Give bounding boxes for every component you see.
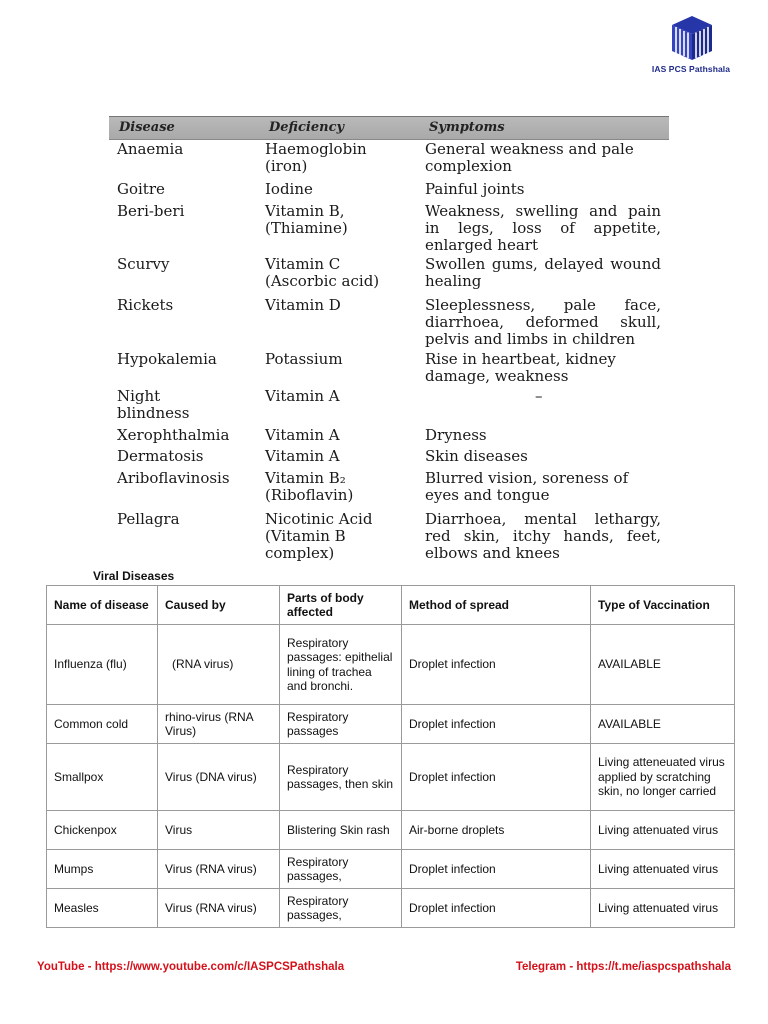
table-row — [47, 889, 735, 928]
vaccination-cell: AVAILABLE — [591, 625, 735, 705]
deficiency-name: Vitamin B, (Thiamine) — [265, 202, 348, 237]
deficiency-name: Vitamin A — [265, 447, 340, 465]
header-disease: Disease — [119, 120, 175, 135]
spread-cell: Droplet infection — [402, 889, 591, 928]
deficiency-table-header — [109, 116, 669, 140]
disease-name: Beri-beri — [117, 202, 185, 220]
disease-name: Goitre — [117, 180, 165, 198]
vaccination-cell: Living atteneuated virus applied by scratching skin, no longer carried — [591, 744, 735, 811]
body-part-cell: Respiratory passages: epithelial lining of trachea and bronchi. — [280, 625, 402, 705]
cause-cell: Virus (RNA virus) — [158, 889, 280, 928]
symptoms-text: Weakness, swelling and pain in legs, loss of appetite, enlarged heart — [425, 202, 661, 254]
cause-cell: Virus — [158, 811, 280, 850]
body-part-cell: Respiratory passages, — [280, 889, 402, 928]
spread-cell: Droplet infection — [402, 705, 591, 744]
vaccination-cell: AVAILABLE — [591, 705, 735, 744]
viral-diseases-title: Viral Diseases — [93, 569, 175, 583]
spread-cell: Air-borne droplets — [402, 811, 591, 850]
disease-cell: Measles — [47, 889, 158, 928]
table-row — [47, 625, 735, 705]
deficiency-diseases-table — [107, 114, 670, 572]
disease-name: Hypokalemia — [117, 350, 217, 368]
deficiency-name: Vitamin A — [265, 426, 340, 444]
symptoms-text: Skin diseases — [425, 447, 528, 465]
disease-cell: Mumps — [47, 850, 158, 889]
telegram-link[interactable]: Telegram - https://t.me/iaspcspathshala — [515, 961, 731, 973]
spread-cell: Droplet infection — [402, 744, 591, 811]
spread-cell: Droplet infection — [402, 625, 591, 705]
header-symptoms: Symptoms — [429, 120, 505, 135]
deficiency-name: Haemoglobin (iron) — [265, 140, 367, 175]
disease-name: Dermatosis — [117, 447, 204, 465]
body-part-cell: Respiratory passages, — [280, 850, 402, 889]
symptoms-text: Painful joints — [425, 180, 525, 198]
cause-cell: (RNA virus) — [158, 625, 280, 705]
vaccination-cell: Living attenuated virus — [591, 850, 735, 889]
symptoms-text: Dryness — [425, 426, 487, 444]
disease-cell: Smallpox — [47, 744, 158, 811]
deficiency-name: Iodine — [265, 180, 313, 198]
deficiency-name: Potassium — [265, 350, 343, 368]
viral-header-row — [47, 586, 735, 625]
vaccination-cell: Living attenuated virus — [591, 811, 735, 850]
disease-name: Night blindness — [117, 387, 190, 422]
cube-logo-icon — [668, 14, 716, 62]
brand-name: IAS PCS Pathshala — [651, 64, 731, 74]
disease-name: Rickets — [117, 296, 174, 314]
cause-cell: Virus (RNA virus) — [158, 850, 280, 889]
header-name-of-disease: Name of disease — [47, 586, 158, 625]
table-row — [47, 744, 735, 811]
deficiency-name: Vitamin C (Ascorbic acid) — [265, 255, 380, 290]
table-row — [47, 705, 735, 744]
deficiency-name: Vitamin D — [265, 296, 341, 314]
symptoms-text: Blurred vision, soreness of eyes and tongue — [425, 469, 629, 504]
header-method-of-spread: Method of spread — [402, 586, 591, 625]
deficiency-name: Vitamin A — [265, 387, 340, 405]
disease-name: Scurvy — [117, 255, 170, 273]
cause-cell: rhino-virus (RNA Virus) — [158, 705, 280, 744]
symptoms-text: Diarrhoea, mental lethargy, red skin, itchy hands, feet, elbows and knees — [425, 510, 661, 562]
disease-name: Ariboflavinosis — [117, 469, 230, 487]
disease-cell: Influenza (flu) — [47, 625, 158, 705]
symptoms-text: Sleeplessness, pale face, diarrhoea, deformed skull, pelvis and limbs in children — [425, 296, 661, 348]
disease-name: Xerophthalmia — [117, 426, 230, 444]
viral-diseases-table — [46, 585, 735, 928]
table-row — [47, 850, 735, 889]
symptoms-text: Rise in heartbeat, kidney damage, weakness — [425, 350, 616, 385]
symptoms-text: General weakness and pale complexion — [425, 140, 634, 175]
symptoms-text: – — [535, 387, 543, 405]
body-part-cell: Respiratory passages, then skin — [280, 744, 402, 811]
brand-logo — [646, 14, 736, 86]
vaccination-cell: Living attenuated virus — [591, 889, 735, 928]
header-parts-affected: Parts of body affected — [280, 586, 402, 625]
disease-name: Pellagra — [117, 510, 180, 528]
body-part-cell: Respiratory passages — [280, 705, 402, 744]
body-part-cell: Blistering Skin rash — [280, 811, 402, 850]
cause-cell: Virus (DNA virus) — [158, 744, 280, 811]
youtube-link[interactable]: YouTube - https://www.youtube.com/c/IASPCSPathshala — [37, 961, 345, 973]
deficiency-name: Vitamin B₂ (Riboflavin) — [265, 469, 354, 504]
disease-name: Anaemia — [117, 140, 184, 158]
header-caused-by: Caused by — [158, 586, 280, 625]
header-vaccination: Type of Vaccination — [591, 586, 735, 625]
table-row — [47, 811, 735, 850]
disease-cell: Common cold — [47, 705, 158, 744]
deficiency-name: Nicotinic Acid (Vitamin B complex) — [265, 510, 373, 562]
symptoms-text: Swollen gums, delayed wound healing — [425, 255, 661, 290]
header-deficiency: Deficiency — [269, 120, 345, 135]
disease-cell: Chickenpox — [47, 811, 158, 850]
spread-cell: Droplet infection — [402, 850, 591, 889]
